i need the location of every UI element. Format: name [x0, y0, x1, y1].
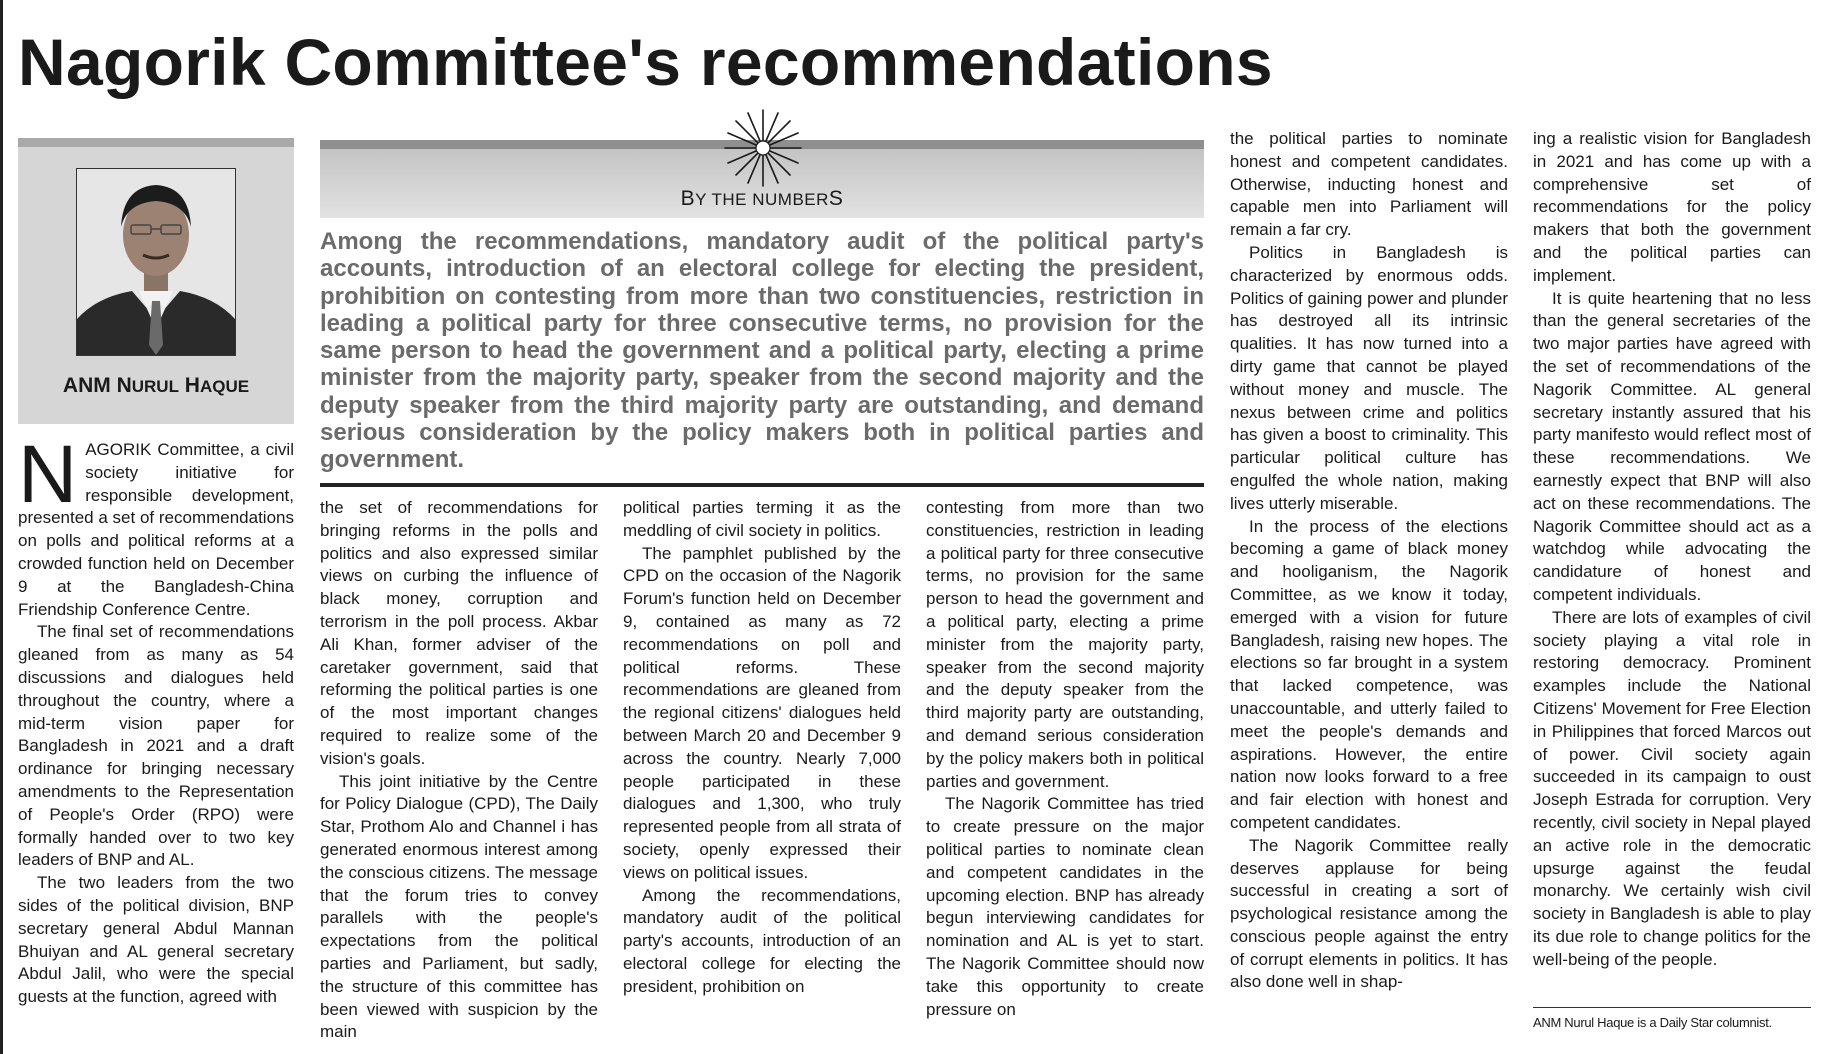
paragraph: ing a realistic vision for Bangladesh in 2021 and has come up with a comprehensive set of recommendations for the policy makers that both the government and the political parties can implement. — [1533, 129, 1811, 285]
drop-cap: N — [18, 429, 78, 520]
article-column-4 — [926, 497, 1204, 1021]
paragraph: In the process of the elections becoming a game of black money and hooliganism, the Nagorik Committee, as we know it today, emerged with a vision for future Bangladesh, raising new hopes. The elections so far brought in a system that lacked competence, was unaccountable, and utterly failed to meet the people's demands and aspirations. However, the entire nation now looks forward to a free and fair election with honest and competent candidates. — [1230, 516, 1508, 832]
paragraph: This joint initiative by the Centre for Policy Dialogue (CPD), The Daily Star, Prothom Alo and Channel i has generated enormous interest among the conscious citizens. The message that the forum tries to convey parallels with the people's expectations from the political parties and Parliament, but sadly, the structure of this committee has been viewed with suspicion by the main — [320, 771, 598, 1042]
paragraph: The pamphlet published by the CPD on the occasion of the Nagorik Forum's function held on December 9, contained as many as 72 recommendations on poll and political reforms. These recommendations are gleaned from the regional citizens' dialogues held between March 20 and December 9 across the country. Nearly 7,000 people participated in these dialogues and 1,300, who truly represented people from all strata of society, openly expressed their views on political issues. — [623, 543, 901, 882]
article-column-2 — [320, 497, 598, 1044]
paragraph: the political parties to nominate honest and competent candidates. Otherwise, inducting honest and capable men into Parliament will remain a far cry. — [1230, 129, 1508, 240]
paragraph: AGORIK Committee, a civil society initiative for responsible development, presented a set of recommendations on polls and political reforms at a crowded function held on December 9 at the Bangladesh-China Friendship Conference Centre. — [18, 440, 294, 619]
byline-box-top-bar — [18, 138, 294, 147]
page-edge-rule — [0, 0, 3, 1054]
paragraph: The two leaders from the two sides of the political division, BNP secretary general Abdul Mannan Bhuiyan and AL general secretary Abdul Jalil, who were the special guests at the function, agreed with — [18, 873, 294, 1007]
headline: Nagorik Committee's recommendations — [18, 25, 1273, 99]
paragraph: The Nagorik Committee really deserves applause for being successful in creating a sort of psychological resistance among the conscious people against the entry of corrupt elements in politics. It has also done well in shap- — [1230, 835, 1508, 992]
author-footnote: ANM Nurul Haque is a Daily Star columnist. — [1533, 1015, 1772, 1030]
paragraph: There are lots of examples of civil society playing a vital role in restoring democracy. Prominent examples include the National Citizens' Movement for Free Election in Philippines that forced Marcos out of power. Civil society again succeeded in its campaign to oust Joseph Estrada for corruption. Very recently, civil society in Nepal played an active role in the democratic upsurge against the feudal monarchy. We certainly wish civil society in Bangladesh is able to play its due role to change politics for the well-being of the people. — [1533, 607, 1811, 969]
starburst-icon — [723, 108, 803, 188]
paragraph: It is quite heartening that no less than the general secretaries of the two major parties have agreed with the set of recommendations of the Nagorik Committee. AL general secretary instantly assured that his party manifesto would reflect most of these recommendations. We earnestly expect that BNP will also act on these recommendations. The Nagorik Committee should act as a watchdog while advocating the candidature of honest and competent individuals. — [1533, 288, 1811, 604]
paragraph: contesting from more than two constituencies, restriction in leading a political party for three consecutive terms, no provision for the same person to head the government and a political party, electing a prime minister from the majority party, speaker from the second majority and the deputy speaker from the third majority party are outstanding, and demand serious consideration by the policy makers both in political parties and government. — [926, 498, 1204, 791]
article-column-5 — [1230, 128, 1508, 994]
callout-bottom-rule — [320, 483, 1204, 487]
paragraph: The Nagorik Committee has tried to create pressure on the major political parties to nominate clean and competent candidates in the upcoming election. BNP has already begun interviewing candidates for nomination and AL is yet to start. The Nagorik Committee should now take this opportunity to create pressure on — [926, 794, 1204, 1019]
paragraph: The final set of recommendations gleaned from as many as 54 discussions and dialogues held throughout the country, where a mid-term vision paper for Bangladesh in 2021 and a draft ordinance for bringing necessary amendments to the Representation of People's Order (RPO) were formally handed over to two key leaders of BNP and AL. — [18, 622, 294, 870]
paragraph: Politics in Bangladesh is characterized by enormous odds. Politics of gaining power and plunder has destroyed all its intrinsic qualities. It has now turned into a dirty game that cannot be played without money and muscle. The nexus between crime and politics has given a boost to criminality. This particular political culture has engulfed the whole nation, making lives utterly miserable. — [1230, 242, 1508, 513]
author-name: ANM NURUL HAQUE — [62, 374, 250, 397]
article-column-3 — [623, 497, 901, 999]
byline-box — [18, 138, 294, 424]
paragraph: the set of recommendations for bringing reforms in the polls and politics and also expressed similar views on curbing the influence of black money, corruption and terrorism in the poll process. Akbar Ali Khan, former adviser of the caretaker government, said that reforming the political parties is one of the most important changes required to realize some of the vision's goals. — [320, 498, 598, 768]
paragraph: Among the recommendations, mandatory audit of the political party's accounts, introduction of an electoral college for electing the president, prohibition on — [623, 885, 901, 996]
callout-label: BY THE NUMBERS — [680, 187, 844, 210]
pull-quote: Among the recommendations, mandatory audit of the political party's accounts, introduction of an electoral college for electing the president, prohibition on contesting from more than two constituencies, restriction in leading a political party for three consecutive terms, no provision for the same person to head the government and a political party, electing a prime minister from the majority party, speaker from the second majority and the deputy speaker from the third majority party are outstanding, and demand serious consideration by the policy makers both in political parties and government. — [320, 228, 1204, 474]
author-photo — [76, 168, 236, 356]
article-column-1 — [18, 429, 294, 1009]
paragraph: political parties terming it as the meddling of civil society in politics. — [623, 498, 901, 540]
article-column-6 — [1533, 128, 1811, 971]
footnote-rule — [1533, 1007, 1811, 1008]
author-portrait-illustration — [77, 169, 235, 355]
